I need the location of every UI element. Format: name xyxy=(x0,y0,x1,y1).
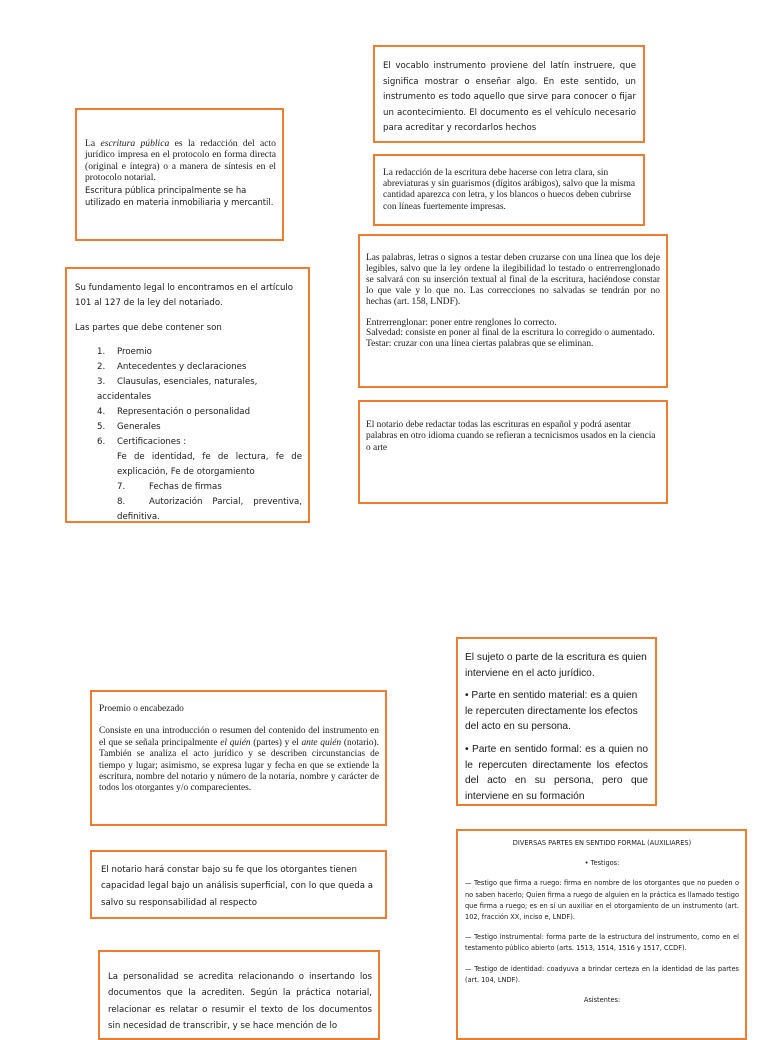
list-text: Certificaciones : xyxy=(117,437,187,447)
list-text: Representación o personalidad xyxy=(117,407,251,417)
notario-fe-text: El notario hará constar bajo su fe que los otorgantes tienen capacidad legal bajo un análisis superficial, con lo que queda a salvo su responsabilidad al respecto xyxy=(101,865,374,908)
text-fragment: es la redacción del acto jurídico impresa en el protocolo en forma directa (original e íntegra) o a manera de síntesis en el protocolo notarial. xyxy=(85,138,276,184)
list-item xyxy=(97,435,302,450)
list-item-7 xyxy=(117,480,302,495)
list-text: Proemio xyxy=(117,347,152,357)
list-text: Generales xyxy=(117,422,161,432)
list-number: 4. xyxy=(97,407,106,417)
list-number: 2. xyxy=(97,362,106,372)
escritura-publica-box xyxy=(75,108,284,241)
entrerrenglonar-def: Entrerrenglonar: poner entre renglones lo correcto. xyxy=(366,317,557,328)
testar-def: Testar: cruzar con una línea ciertas palabras que se eliminan. xyxy=(366,339,594,350)
text-fragment: (notario). También se analiza el acto jurídico y se describen circunstancias de tiempo y lugar; asimismo, se expresa lugar y fecha en que se extiende la escritura, nombre del notario y número de la notaría, nombre y carácter de todos los otorgantes y/o comparecientes. xyxy=(99,737,379,794)
list-number: 1. xyxy=(97,347,106,357)
list-item xyxy=(97,375,302,405)
emphasis-ante-quien: ante quién xyxy=(301,737,342,748)
list-item-8 xyxy=(117,495,302,525)
certificaciones-detail xyxy=(75,450,302,525)
list-text: Clausulas, esenciales, naturales, accidentales xyxy=(97,377,258,402)
text-fragment: (partes) y el xyxy=(250,737,302,748)
list-number: 8. xyxy=(117,497,126,507)
redaccion-text: La redacción de la escritura debe hacerse con letra clara, sin abreviaturas y sin guarismos (dígitos arábigos), salvo que la misma cantidad aparezca con letra, y los blancos o huecos deben cubrirse con líneas fuertemente impresas. xyxy=(383,168,636,212)
salvedad-def: Salvedad: consiste en poner al final de la escritura lo corregido o aumentado. xyxy=(366,328,655,339)
personalidad-box xyxy=(98,950,380,1040)
notario-espanol-text: El notario debe redactar todas las escrituras en español y podrá asentar palabras en otro idioma cuando se refieran a tecnicismos usados en la ciencia o arte xyxy=(366,420,656,453)
testigo-identidad: — Testigo de identidad: coadyuva a brindar certeza en la identidad de las partes (art. 104, LNDF). xyxy=(465,964,739,984)
palabras-testar-box xyxy=(358,234,668,388)
escritura-definition xyxy=(85,138,276,184)
diversas-partes-box xyxy=(456,829,747,1040)
text-fragment: Consiste en una introducción o resumen del contenido del instrumento en el que se señala principalmente xyxy=(99,726,379,748)
list-text: Fechas de firmas xyxy=(149,482,222,492)
partes-heading: Las partes que debe contener son xyxy=(75,323,222,333)
parte-material: • Parte en sentido material: es a quien le repercuten directamente los efectos del acto en su persona. xyxy=(465,690,638,733)
testigo-ruego: — Testigo que firma a ruego: firma en nombre de los otorgantes que no pueden o no saben hacerlo; Quien firma a ruego de alguien en la práctica es llamado testigo que firma a ruego; es en sí un auxiliar en el otorgamiento de un instrumento (art. 102, fracción XX, inciso e, LNDF). xyxy=(465,879,739,922)
sujeto-parte-box xyxy=(456,637,657,806)
proemio-title: Proemio o encabezado xyxy=(99,704,184,714)
diversas-title: DIVERSAS PARTES EN SENTIDO FORMAL (AUXILIARES) xyxy=(512,839,692,847)
list-number: 3. xyxy=(97,377,106,387)
parte-formal: • Parte en sentido formal: es a quien no le repercuten directamente los efectos del acto en su persona, pero que interviene en su formación xyxy=(465,743,648,802)
testar-rules: Las palabras, letras o signos a testar deben cruzarse con una línea que los deje legibles, salvo que la ley ordene la ilegibilidad lo testado o entrerrenglonado se salvará con su inserción textual al final de la escritura, haciéndose constar lo que vale y lo que no. Las correcciones no salvadas se tendrán por no hechas (art. 158, LNDF). xyxy=(366,253,660,307)
list-item xyxy=(97,420,302,435)
redaccion-escritura-box xyxy=(373,154,645,226)
escritura-uso: Escritura pública principalmente se ha utilizado en materia inmobiliaria y mercantil. xyxy=(85,184,274,207)
list-item xyxy=(97,405,302,420)
proemio-box xyxy=(90,690,387,826)
list-text: Antecedentes y declaraciones xyxy=(117,362,247,372)
text-fragment: La xyxy=(85,138,101,149)
notario-espanol-box xyxy=(358,400,668,504)
list-number: 6. xyxy=(97,437,106,447)
fundamento-intro: Su fundamento legal lo encontramos en el artículo 101 al 127 de la ley del notariado. xyxy=(75,283,294,308)
notario-fe-box xyxy=(90,850,387,919)
emphasis-escritura-publica: escritura pública xyxy=(100,138,170,149)
asistentes-heading: Asistentes: xyxy=(583,996,621,1005)
list-number: 5. xyxy=(97,422,106,432)
list-item xyxy=(97,345,302,360)
fundamento-legal-box xyxy=(65,267,310,523)
list-number: 7. xyxy=(117,482,126,492)
testigos-heading: • Testigos: xyxy=(584,859,620,868)
list-item xyxy=(97,360,302,375)
vocablo-instrumento-box xyxy=(373,45,645,143)
testigo-instrumental: — Testigo instrumental: forma parte de la estructura del instrumento, como en el testamento público abierto (arts. 1513, 1514, 1516 y 1517, CCDF). xyxy=(465,933,739,953)
vocablo-text: El vocablo instrumento proviene del latín instruere, que significa mostrar o enseñar algo. En este sentido, un instrumento es todo aquello que sirve para conocer o fijar un acontecimiento. El documento es el vehículo necesario para acreditar y recordarlos hechos xyxy=(383,61,636,134)
list-text: Autorización Parcial, preventiva, definitiva. xyxy=(117,497,302,522)
proemio-text xyxy=(99,726,379,794)
partes-list xyxy=(75,345,302,450)
emphasis-el-quien: el quién xyxy=(220,737,251,748)
sujeto-definition: El sujeto o parte de la escritura es quien interviene en el acto jurídico. xyxy=(465,652,647,679)
cert-detail-text: Fe de identidad, fe de lectura, fe de explicación, Fe de otorgamiento xyxy=(117,452,302,477)
personalidad-text: La personalidad se acredita relacionando o insertando los documentos que la acrediten. Según la práctica notarial, relacionar es relatar o resumir el texto de los documentos sin necesidad de transcribir, y se hace mención de lo xyxy=(108,972,372,1032)
